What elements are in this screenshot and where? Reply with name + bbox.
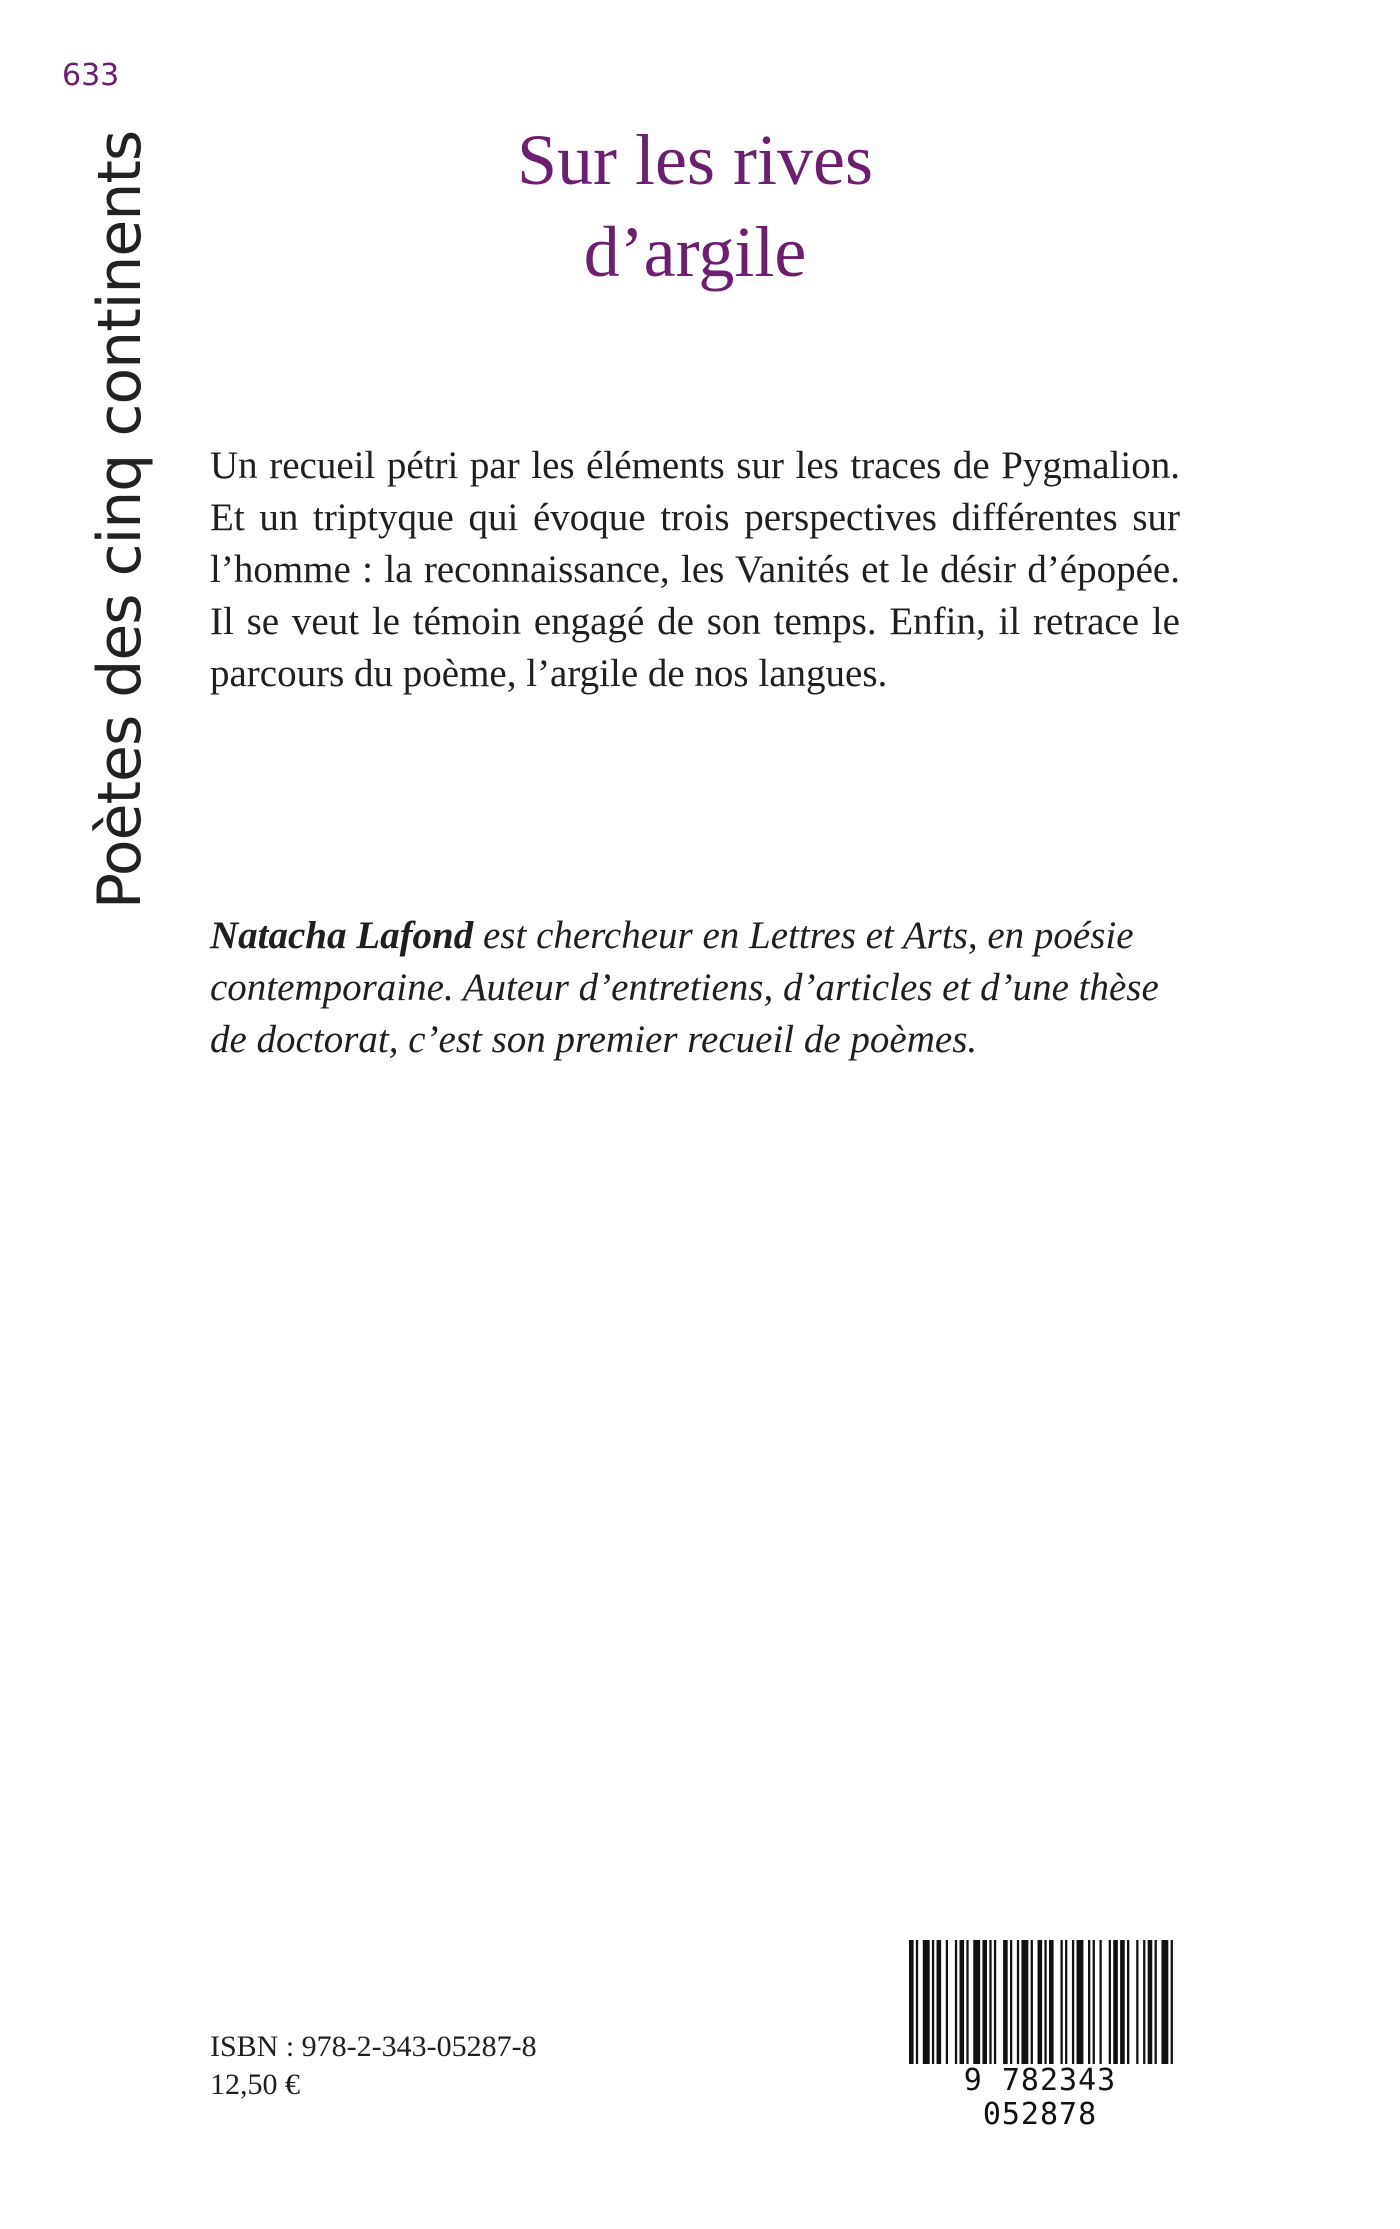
price: 12,50 € bbox=[210, 2068, 300, 2101]
series-name: Poètes des cinq continents bbox=[85, 130, 155, 910]
isbn: ISBN : 978-2-343-05287-8 bbox=[210, 2030, 537, 2063]
book-title-line-1: Sur les rives bbox=[517, 120, 873, 200]
book-title-line-2: d’argile bbox=[583, 212, 807, 292]
author-name: Natacha Lafond bbox=[210, 914, 474, 957]
book-summary: Un recueil pétri par les éléments sur les traces de Pygmalion. Et un triptyque qui évoque trois perspectives différentes sur l’homme : la reconnaissance, les Vanités et le désir d’épopée. Il se veut le témoin engagé de son temps. Enfin, il retrace le parcours du poème, l’argile de nos langues. bbox=[210, 444, 1180, 695]
author-bio-text: est chercheur en Lettres et Arts, en poésie contemporaine. Auteur d’entretiens, d’articles et d’une thèse de doctorat, c’est son premier recueil de poèmes. bbox=[210, 914, 1159, 1061]
author-bio bbox=[210, 910, 1200, 1066]
barcode-digits: 9 782343 052878 bbox=[905, 2064, 1175, 2132]
series-number: 633 bbox=[62, 58, 120, 93]
